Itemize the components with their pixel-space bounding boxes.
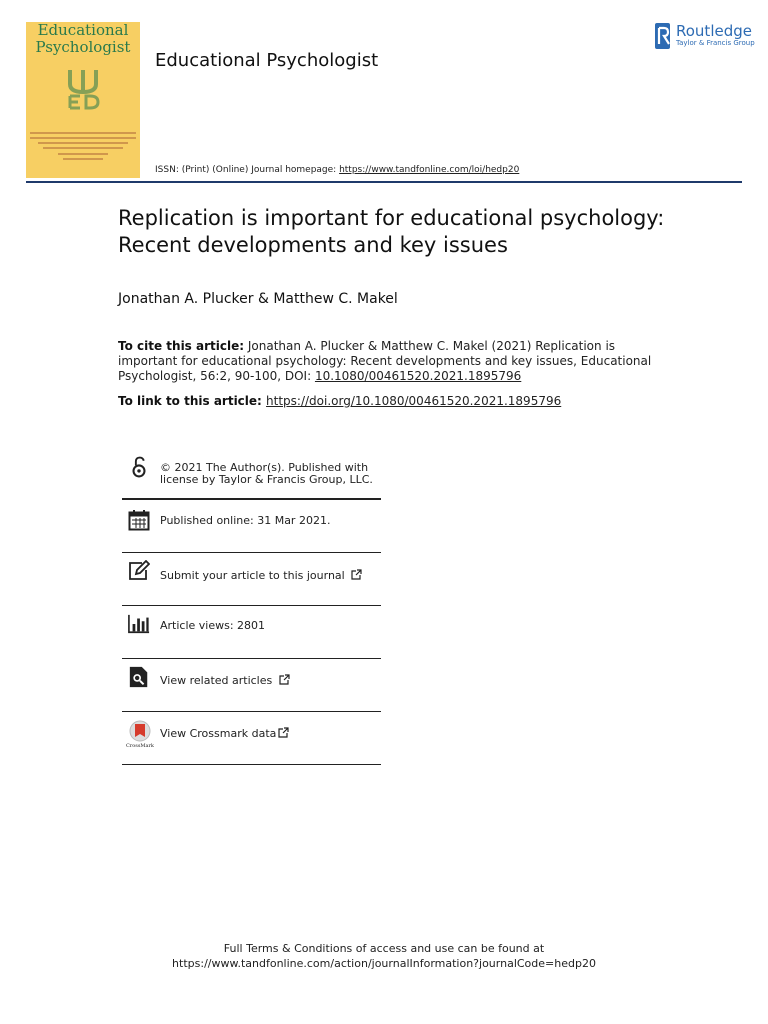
submit-row[interactable] — [122, 553, 381, 605]
journal-homepage-link[interactable]: https://www.tandfonline.com/loi/hedp20 — [339, 165, 520, 175]
cover-fine-print — [30, 132, 136, 134]
link-label: To link to this article: — [118, 394, 267, 408]
article-views: Article views: 2801 — [160, 619, 266, 632]
journal-cover-image — [26, 22, 140, 178]
cover-title-line2: Psychologist — [35, 38, 131, 56]
license-line2: license by Taylor & Francis Group, LLC. — [160, 473, 373, 486]
related-articles-link[interactable] — [160, 674, 290, 687]
publisher-logo[interactable] — [652, 22, 755, 52]
article-link-block — [118, 394, 658, 409]
article-doi-link[interactable]: https://doi.org/10.1080/00461520.2021.1895796 — [266, 394, 562, 408]
submit-article-label: Submit your article to this journal — [160, 569, 345, 582]
crossmark-badge-text: CrossMark — [126, 743, 154, 748]
journal-title[interactable]: Educational Psychologist — [155, 50, 379, 71]
cover-fine-print — [63, 158, 103, 160]
routledge-logo-icon — [654, 22, 672, 50]
header-divider — [26, 181, 742, 183]
published-date: Published online: 31 Mar 2021. — [160, 514, 331, 527]
external-link-icon — [279, 674, 290, 685]
related-row[interactable] — [122, 659, 381, 711]
crossmark-label: View Crossmark data — [160, 727, 277, 740]
bar-chart-icon — [128, 613, 150, 635]
footer-terms-url[interactable]: https://www.tandfonline.com/action/journalInformation?journalCode=hedp20 — [172, 957, 596, 970]
open-access-icon — [128, 456, 150, 478]
license-line1: © 2021 The Author(s). Published with — [160, 461, 369, 474]
citation-block — [118, 339, 658, 384]
cover-fine-print — [38, 142, 128, 144]
issn-text: ISSN: (Print) (Online) Journal homepage: — [155, 165, 340, 175]
cover-fine-print — [30, 137, 136, 139]
related-articles-label: View related articles — [160, 674, 273, 687]
cover-title-line1: Educational — [37, 22, 129, 39]
cover-logo-icon — [58, 64, 108, 114]
crossmark-link[interactable] — [160, 727, 289, 740]
calendar-icon — [128, 509, 150, 531]
crossmark-row[interactable] — [122, 712, 381, 764]
submit-article-link[interactable] — [160, 569, 362, 582]
row-divider — [122, 764, 381, 765]
citation-doi-link[interactable]: 10.1080/00461520.2021.1895796 — [314, 369, 522, 383]
article-authors: Jonathan A. Plucker & Matthew C. Makel — [118, 291, 398, 307]
external-link-icon — [278, 727, 289, 738]
issn-line — [155, 165, 519, 175]
external-link-icon — [351, 569, 362, 580]
cover-fine-print — [43, 147, 123, 149]
publisher-name: Routledge — [676, 22, 752, 40]
published-row — [122, 500, 381, 552]
edit-icon — [128, 560, 150, 582]
search-document-icon — [128, 666, 150, 688]
publisher-subtitle: Taylor & Francis Group — [676, 39, 755, 47]
cover-fine-print — [58, 153, 108, 155]
crossmark-icon — [126, 720, 154, 748]
views-row — [122, 606, 381, 658]
footer-terms-line: Full Terms & Conditions of access and use can be found at — [223, 942, 545, 955]
article-title: Replication is important for educational psychology: Recent developments and key issues — [118, 206, 665, 257]
citation-label: To cite this article: — [118, 339, 245, 353]
license-row — [122, 452, 381, 498]
citation-text: Jonathan A. Plucker & Matthew C. Makel (2021) Replication is important for educational psychology: Recent developments and key issues, Educational Psychologist, 56:2, 90-100, DOI: — [118, 339, 652, 383]
